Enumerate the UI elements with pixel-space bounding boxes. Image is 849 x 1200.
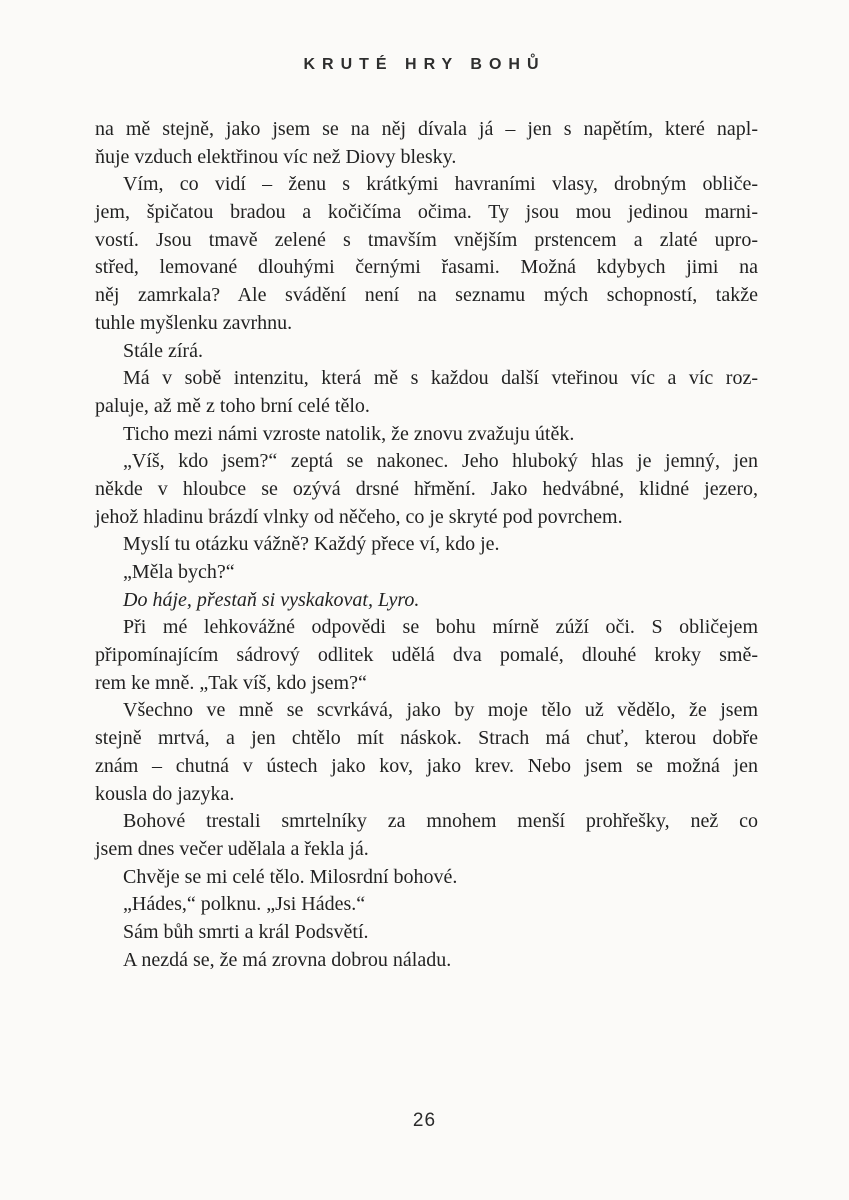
body-line: Sám bůh smrti a král Podsvětí.	[123, 920, 369, 943]
body-line: vostí. Jsou tmavě zelené s tmavším vnějším prstencem a zlaté upro-	[95, 228, 758, 251]
body-line: Myslí tu otázku vážně? Každý přece ví, kdo je.	[123, 533, 500, 556]
body-line: Při mé lehkovážné odpovědi se bohu mírně zúží oči. S obličejem	[123, 616, 758, 639]
body-line: Má v sobě intenzitu, která mě s každou další vteřinou víc a víc roz-	[123, 367, 758, 390]
body-line: rem ke mně. „Tak víš, kdo jsem?“	[95, 671, 367, 694]
body-line: Bohové trestali smrtelníky za mnohem menší prohřešky, než co	[123, 810, 758, 833]
body-line: „Hádes,“ polknu. „Jsi Hádes.“	[123, 893, 366, 916]
body-line: něj zamrkala? Ale svádění není na seznamu mých schopností, takže	[95, 284, 758, 307]
body-line: Stále zírá.	[123, 339, 203, 362]
body-line: „Víš, kdo jsem?“ zeptá se nakonec. Jeho hluboký hlas je jemný, jen	[123, 450, 758, 473]
body-line: ňuje vzduch elektřinou víc než Diovy blesky.	[95, 145, 457, 168]
body-line: Vím, co vidí – ženu s krátkými havraními vlasy, drobným obliče-	[123, 173, 758, 196]
body-line: znám – chutná v ústech jako kov, jako krev. Nebo jsem se možná jen	[95, 754, 758, 777]
body-line: někde v hloubce se ozývá drsné hřmění. Jako hedvábné, klidné jezero,	[95, 477, 758, 500]
body-line: „Měla bych?“	[123, 561, 235, 583]
body-line: tuhle myšlenku zavrhnu.	[95, 311, 293, 334]
body-line: na mě stejně, jako jsem se na něj dívala já – jen s napětím, které napl-	[95, 118, 758, 140]
body-line: jehož hladinu brázdí vlnky od něčeho, co je skryté pod povrchem.	[95, 505, 623, 528]
body-line: Všechno ve mně se scvrkává, jako by moje tělo už vědělo, že jsem	[123, 699, 758, 722]
body-line: paluje, až mě z toho brní celé tělo.	[95, 394, 370, 417]
body-line: kousla do jazyka.	[95, 782, 235, 805]
body-line: jem, špičatou bradou a kočičíma očima. Ty jsou mou jedinou marni-	[95, 201, 758, 224]
page-body	[95, 116, 758, 974]
body-line: Ticho mezi námi vzroste natolik, že znovu zvažuju útěk.	[123, 422, 575, 445]
running-header: KRUTÉ HRY BOHŮ	[303, 56, 546, 73]
body-line: připomínajícím sádrový odlitek udělá dva pomalé, dlouhé kroky smě-	[95, 644, 758, 667]
page-number: 26	[412, 1110, 437, 1131]
body-line: Chvěje se mi celé tělo. Milosrdní bohové.	[123, 865, 458, 888]
body-line: Do háje, přestaň si vyskakovat, Lyro.	[123, 588, 420, 611]
body-line: střed, lemované dlouhými černými řasami. Možná kdybych jimi na	[95, 256, 758, 279]
body-line: A nezdá se, že má zrovna dobrou náladu.	[123, 948, 452, 971]
body-line: stejně mrtvá, a jen chtělo mít náskok. Strach má chuť, kterou dobře	[95, 727, 758, 750]
body-line: jsem dnes večer udělala a řekla já.	[95, 837, 369, 860]
